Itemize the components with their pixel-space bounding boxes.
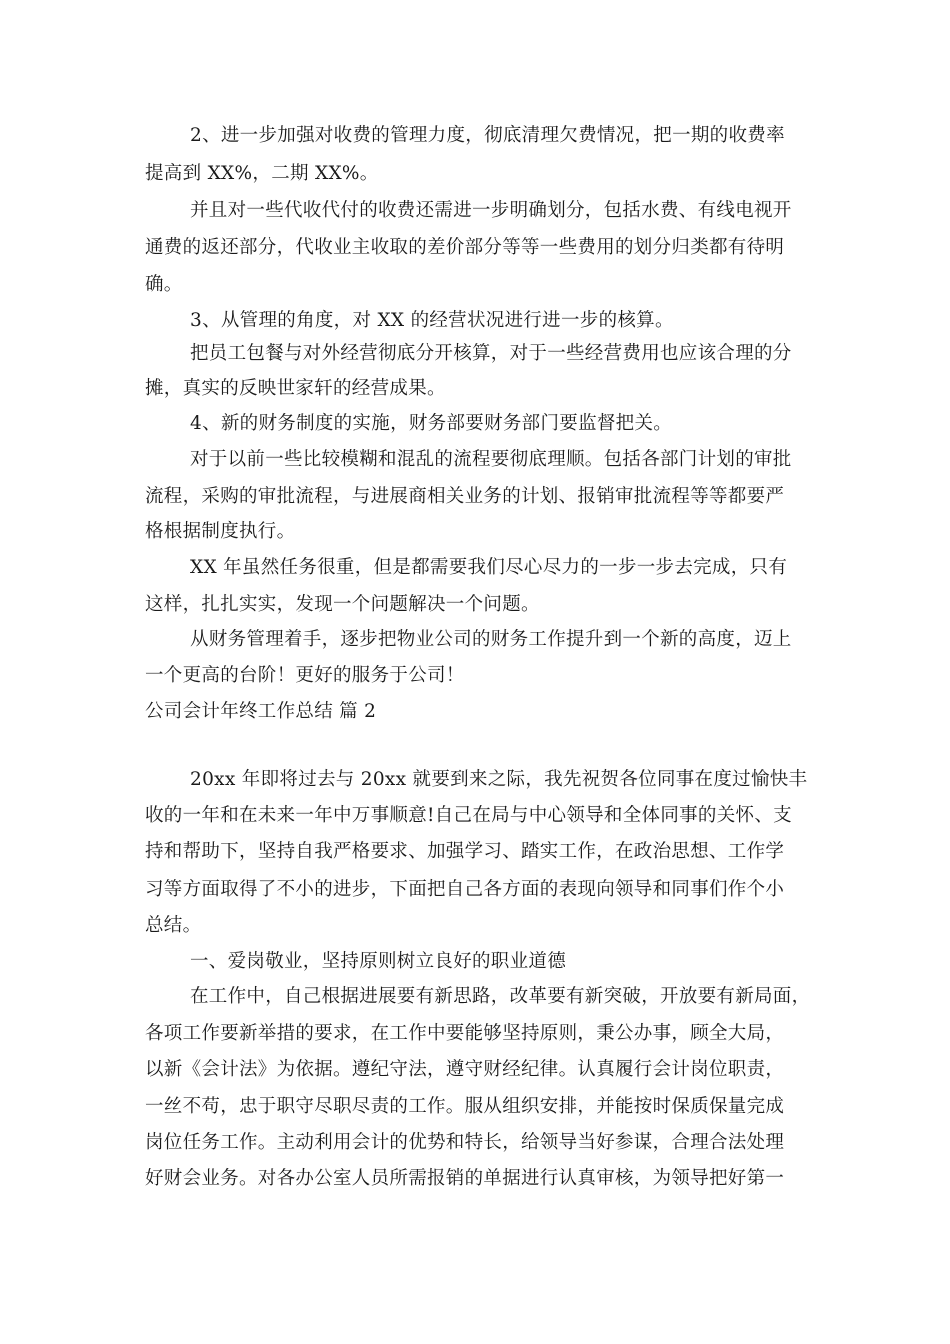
paragraph-line: 收的一年和在未来一年中万事顺意!自己在局与中心领导和全体同事的关怀、支	[145, 805, 792, 826]
paragraph-line: 格根据制度执行。	[145, 521, 296, 542]
paragraph-line: 习等方面取得了不小的进步，下面把自己各方面的表现向领导和同事们作个小	[145, 879, 785, 900]
paragraph-line: 2、进一步加强对收费的管理力度，彻底清理欠费情况，把一期的收费率	[190, 125, 785, 146]
paragraph-line: 通费的返还部分，代收业主收取的差价部分等等一些费用的划分归类都有待明	[145, 237, 785, 258]
paragraph-line: 这样，扎扎实实，发现一个问题解决一个问题。	[145, 594, 540, 615]
paragraph-line: 3、从管理的角度，对 XX 的经营状况进行进一步的核算。	[190, 310, 674, 331]
paragraph-line: 好财会业务。对各办公室人员所需报销的单据进行认真审核，为领导把好第一	[145, 1168, 785, 1189]
paragraph-line: 以新《会计法》为依据。遵纪守法，遵守财经纪律。认真履行会计岗位职责，	[145, 1059, 785, 1080]
section-heading: 公司会计年终工作总结 篇 2	[145, 701, 377, 722]
subsection-heading: 一、爱岗敬业，坚持原则树立良好的职业道德	[190, 951, 567, 972]
paragraph-line: 在工作中，自己根据进展要有新思路，改革要有新突破，开放要有新局面，	[190, 986, 811, 1007]
paragraph-line: 20xx 年即将过去与 20xx 就要到来之际，我先祝贺各位同事在度过愉快丰	[190, 769, 808, 790]
paragraph-line: 提高到 XX%，二期 XX%。	[145, 163, 379, 184]
paragraph-line: 各项工作要新举措的要求，在工作中要能够坚持原则，秉公办事，顾全大局，	[145, 1023, 785, 1044]
paragraph-line: 把员工包餐与对外经营彻底分开核算，对于一些经营费用也应该合理的分	[190, 343, 792, 364]
paragraph-line: 4、新的财务制度的实施，财务部要财务部门要监督把关。	[190, 413, 673, 434]
paragraph-line: 确。	[145, 274, 183, 295]
paragraph-line: 并且对一些代收代付的收费还需进一步明确划分，包括水费、有线电视开	[190, 200, 792, 221]
paragraph-line: 持和帮助下，坚持自我严格要求、加强学习、踏实工作，在政治思想、工作学	[145, 841, 785, 862]
paragraph-line: 总结。	[145, 915, 202, 936]
paragraph-line: 流程，采购的审批流程，与进展商相关业务的计划、报销审批流程等等都要严	[145, 486, 785, 507]
paragraph-line: XX 年虽然任务很重，但是都需要我们尽心尽力的一步一步去完成，只有	[190, 557, 788, 578]
paragraph-line: 一个更高的台阶！更好的服务于公司！	[145, 665, 465, 686]
paragraph-line: 一丝不苟，忠于职守尽职尽责的工作。服从组织安排，并能按时保质保量完成	[145, 1096, 785, 1117]
paragraph-line: 从财务管理着手，逐步把物业公司的财务工作提升到一个新的高度，迈上	[190, 629, 792, 650]
paragraph-line: 对于以前一些比较模糊和混乱的流程要彻底理顺。包括各部门计划的审批	[190, 449, 792, 470]
paragraph-line: 岗位任务工作。主动利用会计的优势和特长，给领导当好参谋，合理合法处理	[145, 1132, 785, 1153]
paragraph-line: 摊，真实的反映世家轩的经营成果。	[145, 378, 446, 399]
